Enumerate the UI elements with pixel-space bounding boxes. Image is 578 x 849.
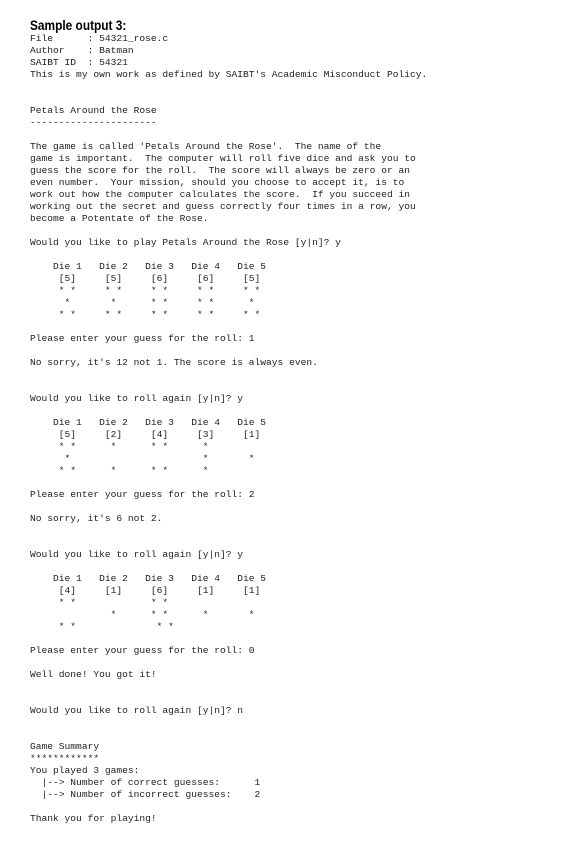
console-line: This is my own work as defined by SAIBT's Academic Misconduct Policy. [30, 69, 428, 80]
console-line: |--> Number of incorrect guesses: 2 [30, 789, 261, 800]
console-line: * * * * * * [30, 441, 209, 452]
blank-line [30, 345, 570, 357]
blank-line [30, 717, 570, 729]
console-line: Author : Batman [30, 45, 134, 56]
console-line: * * * * * * [30, 465, 209, 476]
blank-line [30, 129, 570, 141]
console-line: Would you like to roll again [y|n]? y [30, 393, 244, 404]
console-line: You played 3 games: [30, 765, 140, 776]
console-line: Please enter your guess for the roll: 1 [30, 333, 255, 344]
console-line: * * * * * * * [30, 297, 255, 308]
console-line: * * * * [30, 597, 169, 608]
console-line: |--> Number of correct guesses: 1 [30, 777, 261, 788]
console-line: ---------------------- [30, 117, 157, 128]
console-line: No sorry, it's 12 not 1. The score is always even. [30, 357, 318, 368]
blank-line [30, 381, 570, 393]
blank-line [30, 249, 570, 261]
blank-line [30, 501, 570, 513]
console-line: SAIBT ID : 54321 [30, 57, 128, 68]
console-line: Die 1 Die 2 Die 3 Die 4 Die 5 [30, 573, 267, 584]
sample-output-heading: Sample output 3: [30, 18, 127, 33]
console-line: * * * [30, 453, 255, 464]
console-line: The game is called 'Petals Around the Rose'. The name of the [30, 141, 382, 152]
console-line: Die 1 Die 2 Die 3 Die 4 Die 5 [30, 417, 267, 428]
console-line: Petals Around the Rose [30, 105, 157, 116]
blank-line [30, 369, 570, 381]
console-line: Would you like to play Petals Around the Rose [y|n]? y [30, 237, 341, 248]
blank-line [30, 225, 570, 237]
console-line: [5] [2] [4] [3] [1] [30, 429, 261, 440]
console-line: Please enter your guess for the roll: 0 [30, 645, 255, 656]
console-line: [4] [1] [6] [1] [1] [30, 585, 261, 596]
blank-line [30, 801, 570, 813]
blank-line [30, 93, 570, 105]
blank-line [30, 681, 570, 693]
blank-line [30, 633, 570, 645]
blank-line [30, 561, 570, 573]
blank-line [30, 405, 570, 417]
console-line: Thank you for playing! [30, 813, 157, 824]
console-line: Well done! You got it! [30, 669, 157, 680]
document [30, 18, 570, 825]
console-line: * * * * * * * * * * [30, 309, 261, 320]
console-line: even number. Your mission, should you choose to accept it, is to [30, 177, 405, 188]
console-line: working out the secret and guess correctly four times in a row, you [30, 201, 416, 212]
blank-line [30, 729, 570, 741]
console-line: Would you like to roll again [y|n]? y [30, 549, 244, 560]
blank-line [30, 525, 570, 537]
blank-line [30, 657, 570, 669]
console-output [30, 33, 570, 825]
blank-line [30, 537, 570, 549]
console-line: become a Potentate of the Rose. [30, 213, 209, 224]
console-line: * * * * * * * * * * [30, 285, 261, 296]
console-line: [5] [5] [6] [6] [5] [30, 273, 261, 284]
console-line: * * * * [30, 621, 174, 632]
blank-line [30, 477, 570, 489]
console-line: Game Summary [30, 741, 100, 752]
console-line: Die 1 Die 2 Die 3 Die 4 Die 5 [30, 261, 267, 272]
console-line: game is important. The computer will roll five dice and ask you to [30, 153, 416, 164]
console-line: File : 54321_rose.c [30, 33, 169, 44]
blank-line [30, 321, 570, 333]
console-line: ************ [30, 753, 100, 764]
console-line: Would you like to roll again [y|n]? n [30, 705, 244, 716]
console-line: No sorry, it's 6 not 2. [30, 513, 163, 524]
console-line: Please enter your guess for the roll: 2 [30, 489, 255, 500]
console-line: guess the score for the roll. The score will always be zero or an [30, 165, 410, 176]
blank-line [30, 693, 570, 705]
console-line: work out how the computer calculates the score. If you succeed in [30, 189, 410, 200]
blank-line [30, 81, 570, 93]
console-line: * * * * * [30, 609, 255, 620]
